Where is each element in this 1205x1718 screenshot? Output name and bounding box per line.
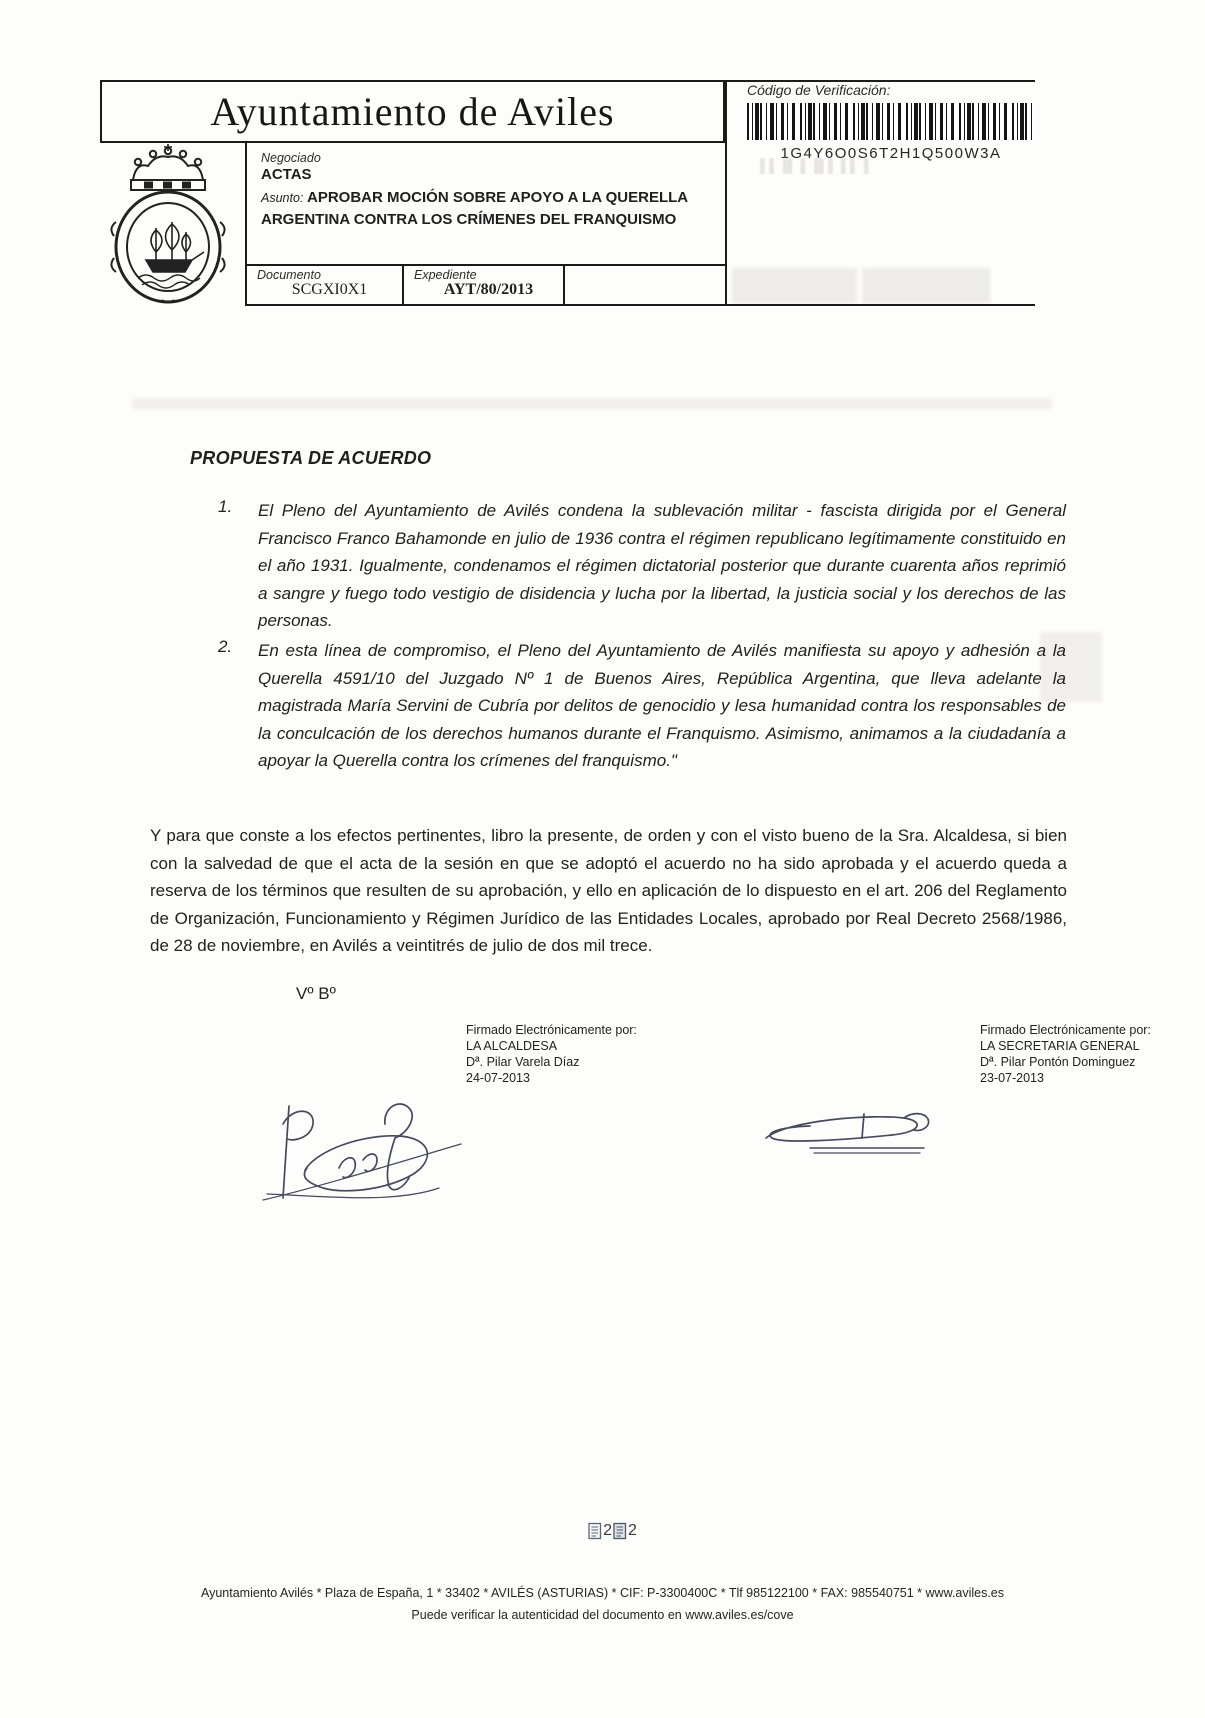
signature-block-secretaria	[980, 1022, 1151, 1086]
page-icon	[588, 1522, 602, 1540]
asunto-label: Asunto:	[261, 191, 304, 205]
document-reference-row	[245, 266, 1035, 306]
signature-date: 24-07-2013	[466, 1071, 530, 1085]
signer-role: LA ALCALDESA	[466, 1039, 558, 1053]
list-item-text: El Pleno del Ayuntamiento de Avilés condena la sublevación militar - fascista dirigida por el General Francisco Franco Bahamonde en julio de 1936 contra el régimen republicano legítimamente constituido en el año 1931. Igualmente, condenamos el régimen dictatorial posterior que durante cuarenta años reprimió a sangre y fuego todo vestigio de disidencia y lucha por la libertad, la justicia social y los derechos de las personas.	[258, 501, 1066, 630]
page-indicator	[0, 1522, 1205, 1540]
negociado-label: Negociado	[261, 151, 321, 165]
list-item-number: 2.	[218, 637, 233, 656]
org-title-box	[100, 80, 725, 143]
case-info-box	[245, 143, 725, 266]
footer-address-line: Ayuntamiento Avilés * Plaza de España, 1 * 33402 * AVILÉS (ASTURIAS) * CIF: P-3300400C * Tlf 985122100 * FAX: 985540751 * www.aviles.es	[200, 1586, 1005, 1600]
asunto-value: APROBAR MOCIÓN SOBRE APOYO A LA QUERELLA ARGENTINA CONTRA LOS CRÍMENES DEL FRANQUISMO	[261, 189, 688, 228]
documento-value: SCGXI0X1	[291, 281, 368, 298]
page-number-current: 2	[603, 1522, 612, 1539]
verification-code-label: Código de Verificación:	[747, 82, 891, 98]
signer-name: Dª. Pilar Pontón Dominguez	[980, 1055, 1136, 1069]
documento-cell	[247, 266, 404, 306]
signature-block-alcaldesa	[466, 1022, 637, 1086]
closing-paragraph: Y para que conste a los efectos pertinentes, libro la presente, de orden y con el visto bueno de la Sra. Alcaldesa, si bien con la salvedad de que el acta de la sesión en que se adoptó el acuerdo no ha sido aprobada y el acuerdo queda a reserva de los términos que resulten de su aprobación, y ello en aplicación de lo dispuesto en el art. 206 del Reglamento de Organización, Funcionamiento y Régimen Jurídico de las Entidades Locales, aprobado por Real Decreto 2568/1986, de 28 de noviembre, en Avilés a veintitrés de julio de dos mil trece.	[150, 826, 1067, 955]
bleed-through-text-artifact: ▌▌▐▌ ▌▐▌▌ ▌▌▐	[760, 158, 869, 173]
coat-of-arms-icon	[98, 142, 238, 304]
barcode-icon	[747, 103, 1035, 140]
signer-name: Dª. Pilar Varela Díaz	[466, 1055, 580, 1069]
bleed-through-line-artifact	[132, 398, 1052, 409]
negociado-value: ACTAS	[261, 166, 312, 183]
expediente-label: Expediente	[414, 268, 477, 282]
page-number-total: 2	[628, 1522, 637, 1539]
org-title: Ayuntamiento de Aviles	[210, 89, 615, 134]
footer-verify-line: Puede verificar la autenticidad del documento en www.aviles.es/cove	[411, 1608, 794, 1622]
handwritten-signature-secretaria	[752, 1102, 937, 1164]
signature-date: 23-07-2013	[980, 1071, 1044, 1085]
list-item-number: 1.	[218, 497, 233, 516]
signed-electronically-label: Firmado Electrónicamente por:	[980, 1023, 1151, 1037]
expediente-cell	[404, 266, 565, 306]
empty-reference-cell	[565, 266, 725, 306]
expediente-value: AYT/80/2013	[443, 281, 534, 298]
signed-electronically-label: Firmado Electrónicamente por:	[466, 1023, 637, 1037]
documento-label: Documento	[257, 268, 321, 282]
visto-bueno-label: Vº Bº	[296, 984, 336, 1003]
proposal-heading: PROPUESTA DE ACUERDO	[190, 448, 432, 468]
list-item-text: En esta línea de compromiso, el Pleno del Ayuntamiento de Avilés manifiesta su apoyo y adhesión a la Querella 4591/10 del Juzgado Nº 1 de Buenos Aires, República Argentina, que lleva adelante la magistrada María Servini de Cubría por delitos de genocidio y lesa humanidad contra los responsables de la conculcación de los derechos humanos durante el Franquismo. Asimismo, animamos a la ciudadanía a apoyar la Querella contra los crímenes del franquismo."	[258, 641, 1066, 770]
asunto-line	[261, 187, 713, 230]
signer-role: LA SECRETARIA GENERAL	[980, 1039, 1140, 1053]
page-icon	[613, 1522, 627, 1540]
verification-code-value: 1G4Y6O0S6T2H1Q500W3A	[780, 145, 1002, 162]
handwritten-signature-alcaldesa	[243, 1072, 478, 1212]
